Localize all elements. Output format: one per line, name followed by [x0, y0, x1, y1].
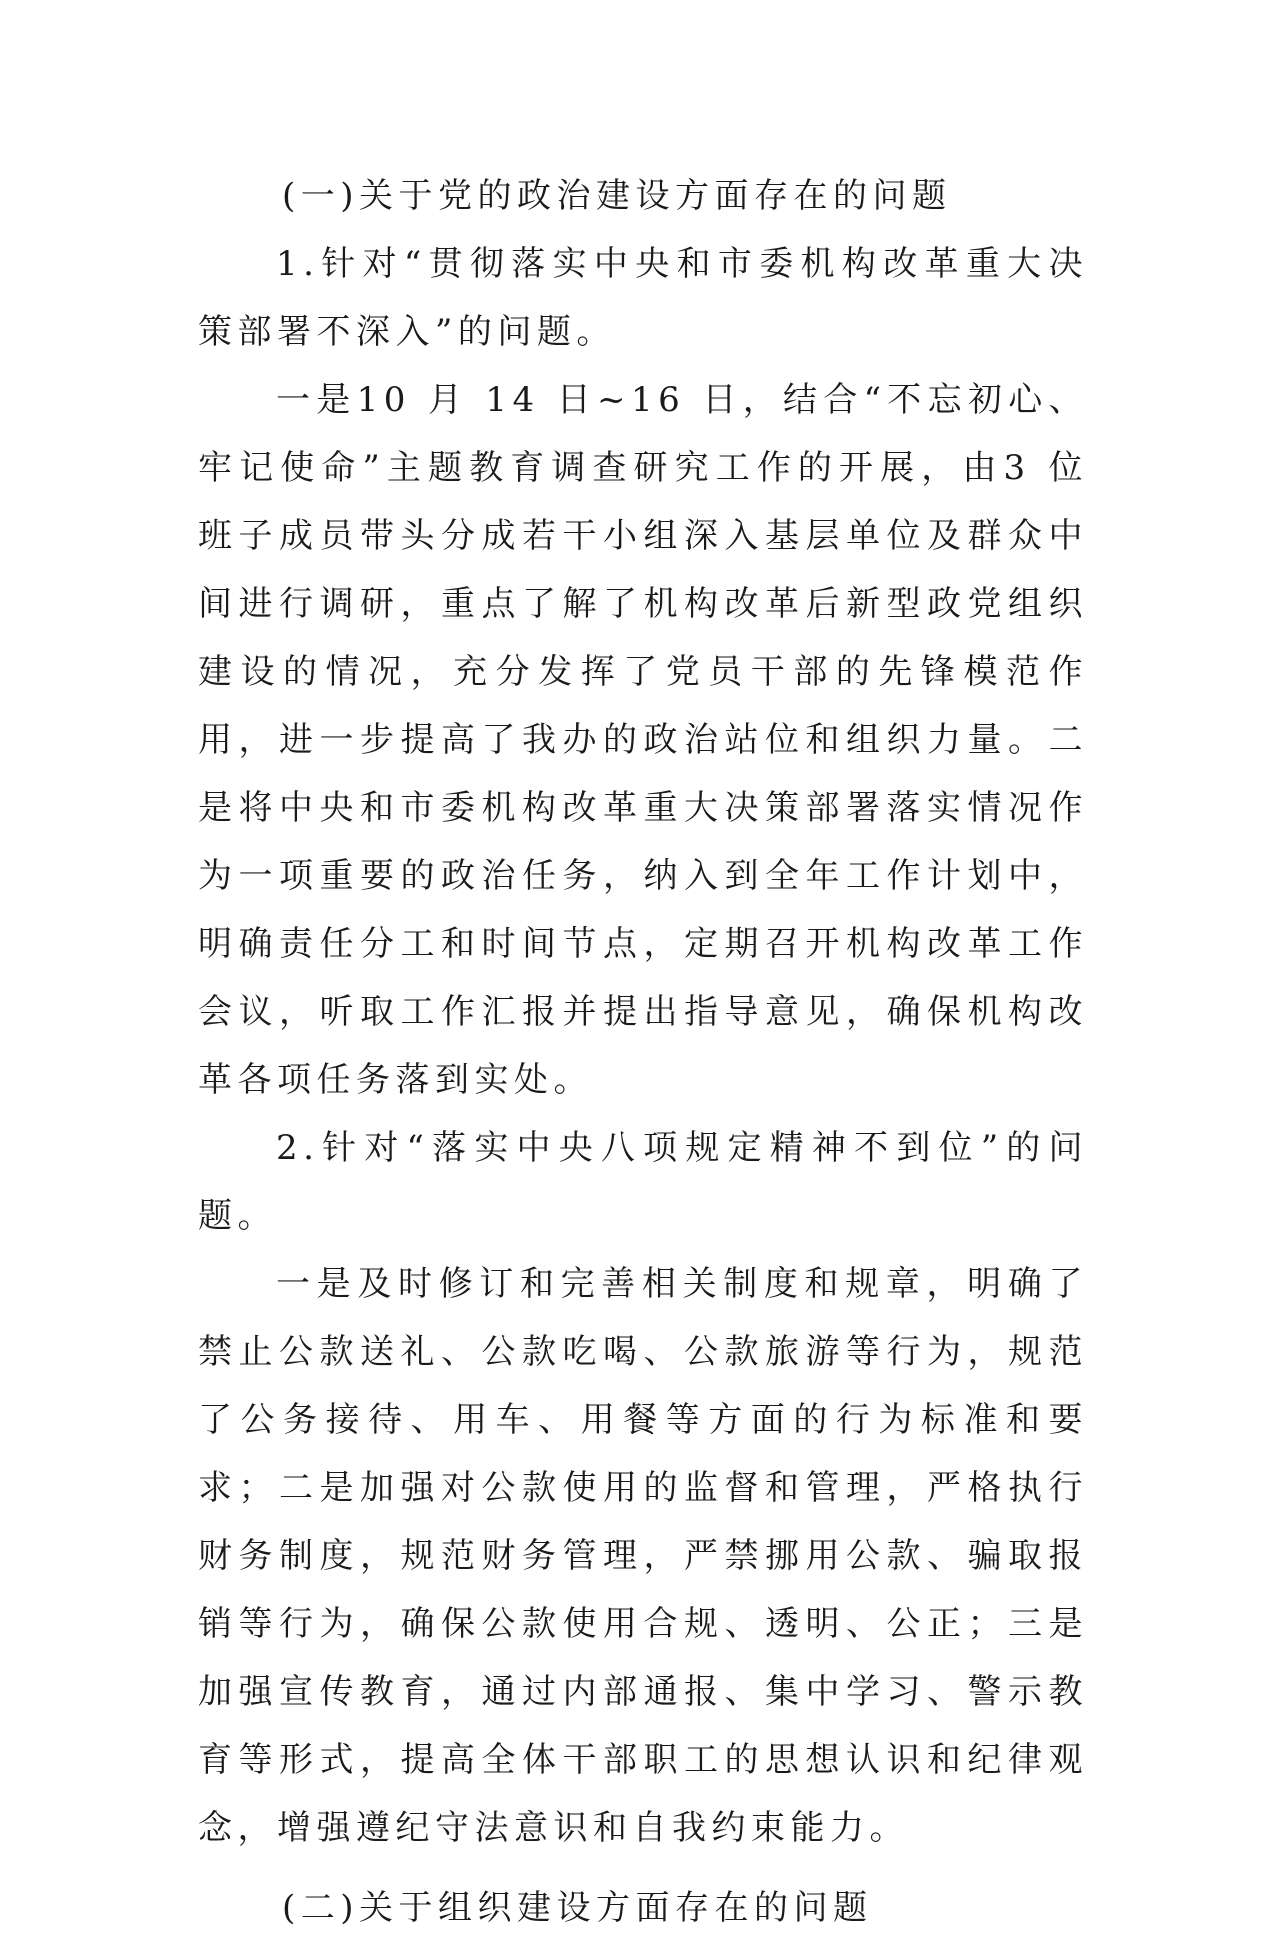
- item-1-body: 一是10 月 14 日~16 日，结合“不忘初心、牢记使命”主题教育调查研究工作的开展，由3 位班子成员带头分成若干小组深入基层单位及群众中间进行调研，重点了解了机构改革后新型政党组织建设的情况，充分发挥了党员干部的先锋模范作用，进一步提高了我办的政治站位和组织力量。二是将中央和市委机构改革重大决策部署落实情况作为一项重要的政治任务，纳入到全年工作计划中，明确责任分工和时间节点，定期召开机构改革工作会议，听取工作汇报并提出指导意见，确保机构改革各项任务落到实处。: [198, 380, 1088, 1100]
- item-2-body: 一是及时修订和完善相关制度和规章，明确了禁止公款送礼、公款吃喝、公款旅游等行为，规范了公务接待、用车、用餐等方面的行为标准和要求；二是加强对公款使用的监督和管理，严格执行财务制度，规范财务管理，严禁挪用公款、骗取报销等行为，确保公款使用合规、透明、公正；三是加强宣传教育，通过内部通报、集中学习、警示教育等形式，提高全体干部职工的思想认识和纪律观念，增强遵纪守法意识和自我约束能力。: [198, 1264, 1088, 1848]
- section-heading-2: (二)关于组织建设方面存在的问题: [282, 1888, 873, 1928]
- item-1-title: 1.针对“贯彻落实中央和市委机构改革重大决策部署不深入”的问题。: [198, 244, 1088, 352]
- section-heading-1: (一)关于党的政治建设方面存在的问题: [282, 176, 952, 216]
- item-2-title: 2.针对“落实中央八项规定精神不到位”的问题。: [198, 1128, 1088, 1236]
- document-body: [198, 162, 1088, 1942]
